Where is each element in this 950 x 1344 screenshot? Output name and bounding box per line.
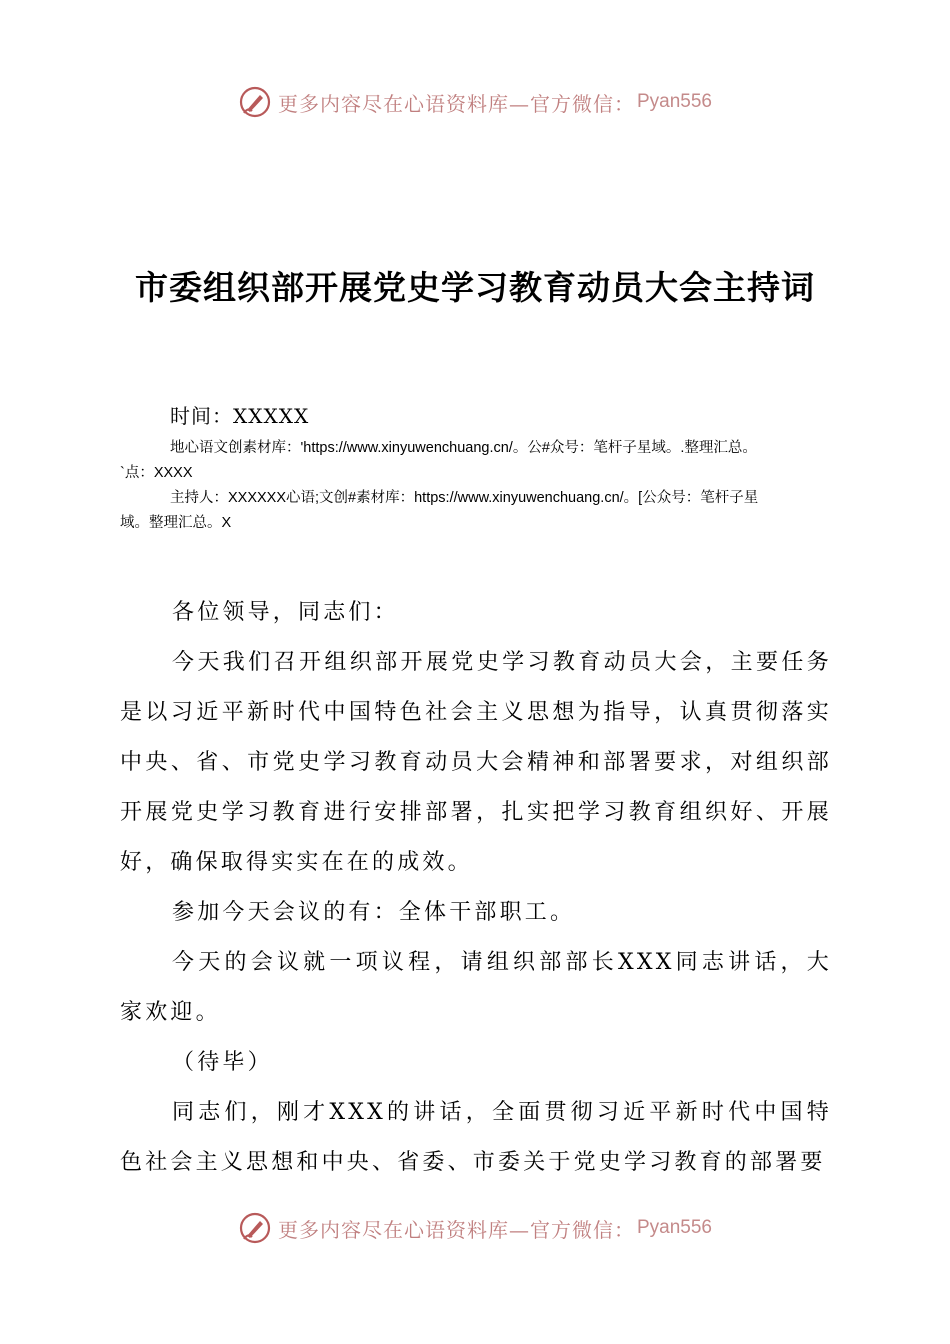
time-line: 时间：XXXXX bbox=[170, 404, 310, 428]
paragraph: 参加今天会议的有：全体干部职工。 bbox=[172, 900, 576, 925]
banner-text: 更多内容尽在心语资料库—官方微信： bbox=[277, 91, 635, 116]
paragraph: （待毕） bbox=[172, 1050, 273, 1075]
watermark-line-2 bbox=[120, 486, 842, 536]
watermark-line-2a: 主持人：XXXXXX心语;文创#素材库：https://www.xinyuwenchuang.cn/。[公众号：笔杆子星 bbox=[170, 490, 759, 506]
watermark-line-1 bbox=[120, 436, 842, 486]
paragraph: 今天的会议就一项议程，请组织部部长XXX同志讲话，大家欢迎。 bbox=[120, 950, 832, 1025]
pen-in-circle-icon bbox=[238, 1211, 272, 1245]
banner-wechat-id: Pyan556 bbox=[636, 1217, 712, 1238]
watermark-line-1b: `点：XXXX bbox=[120, 465, 193, 481]
banner-text: 更多内容尽在心语资料库—官方微信： bbox=[277, 1217, 635, 1242]
document-title: 市委组织部开展党史学习教育动员大会主持词 bbox=[135, 268, 815, 307]
watermark-line-1a: 地心语文创素材库：'https://www.xinyuwenchuang.cn/。公#众号：笔杆子星域。.整理汇总。 bbox=[170, 440, 757, 456]
paragraph: 同志们，刚才XXX的讲话，全面贯彻习近平新时代中国特色社会主义思想和中央、省委、市委关于党史学习教育的部署要 bbox=[120, 1100, 832, 1175]
header-banner bbox=[0, 82, 950, 122]
document-body bbox=[120, 588, 832, 1188]
banner-wechat-id: Pyan556 bbox=[636, 91, 712, 112]
footer-banner bbox=[0, 1208, 950, 1248]
paragraph: 今天我们召开组织部开展党史学习教育动员大会，主要任务是以习近平新时代中国特色社会主义思想为指导，认真贯彻落实中央、省、市党史学习教育动员大会精神和部署要求，对组织部开展党史学习教育进行安排部署，扎实把学习教育组织好、开展好，确保取得实实在在的成效。 bbox=[120, 650, 832, 875]
watermark-line-2b: 域。整理汇总。X bbox=[120, 515, 232, 531]
salutation: 各位领导，同志们： bbox=[172, 600, 399, 625]
pen-in-circle-icon bbox=[238, 85, 272, 119]
